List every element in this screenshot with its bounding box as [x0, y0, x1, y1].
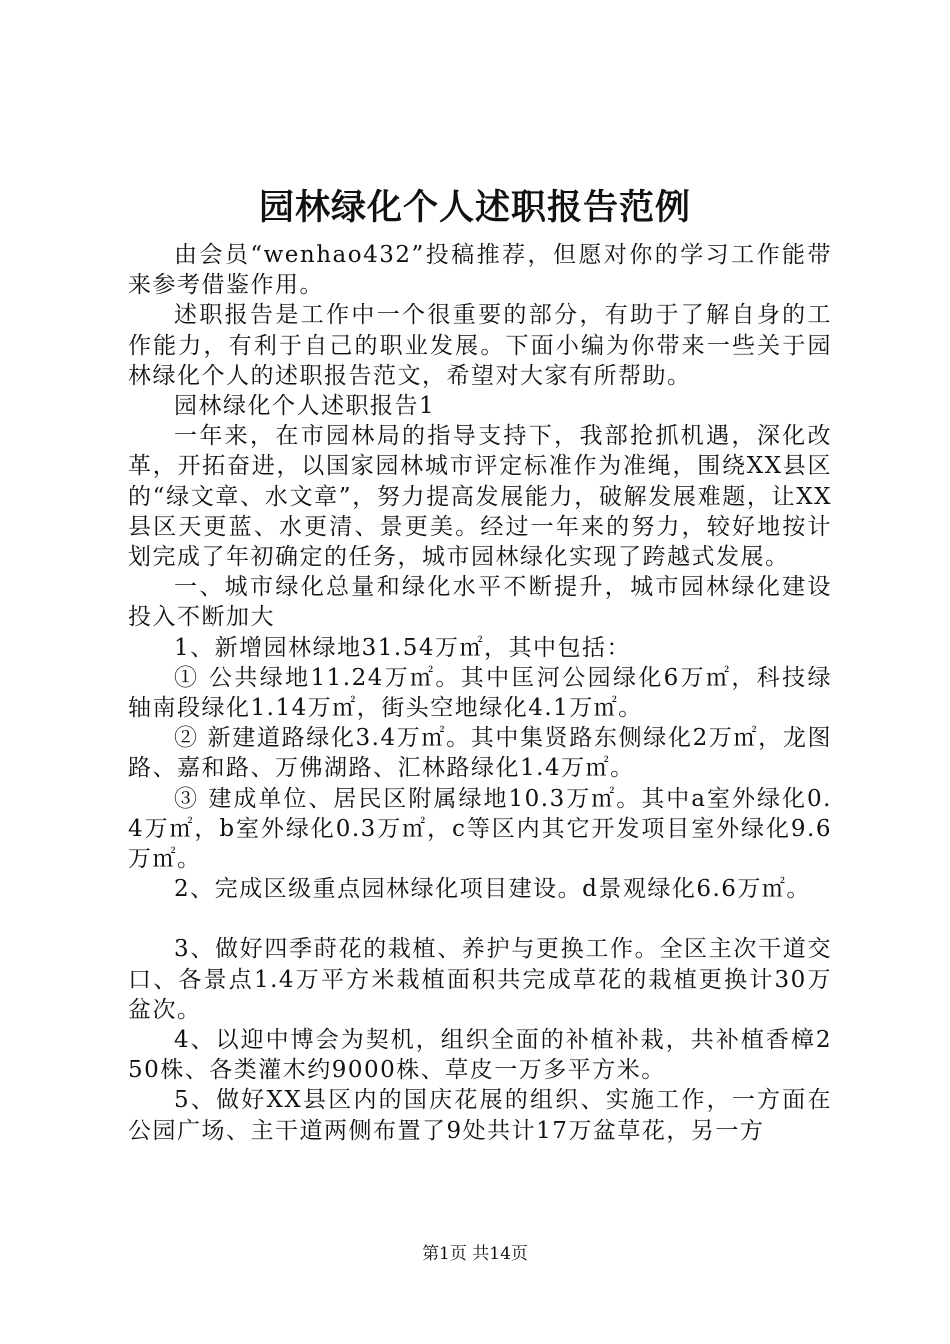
subitem-paragraph: ③ 建成单位、居民区附属绿地10.3万㎡。其中a室外绿化0.4万㎡，b室外绿化0.3万㎡，c等区内其它开发项目室外绿化9.6万㎡。 [128, 785, 832, 873]
report-heading: 园林绿化个人述职报告1 [174, 393, 436, 420]
item-paragraph: 4、以迎中博会为契机，组织全面的补植补栽，共补植香樟250株、各类灌木约9000株、草皮一万多平方米。 [128, 1027, 832, 1084]
item-paragraph: 2、完成区级重点园林绿化项目建设。d景观绿化6.6万㎡。 [174, 876, 811, 903]
summary-paragraph: 一年来，在市园林局的指导支持下，我部抢抓机遇，深化改革，开拓奋进，以国家园林城市评定标准作为准绳，围绕XX县区的“绿文章、水文章”，努力提高发展能力，破解发展难题，让XX县区天更蓝、水更清、景更美。经过一年来的努力，较好地按计划完成了年初确定的任务，城市园林绿化实现了跨越式发展。 [128, 423, 832, 571]
item-paragraph: 3、做好四季莳花的栽植、养护与更换工作。全区主次干道交口、各景点1.4万平方米栽植面积共完成草花的栽植更换计30万盆次。 [128, 936, 832, 1023]
item-paragraph: 1、新增园林绿地31.54万㎡，其中包括： [174, 634, 631, 661]
page-footer: 第1页 共14页 [422, 1244, 528, 1264]
item-paragraph: 5、做好XX县区内的国庆花展的组织、实施工作，一方面在公园广场、主干道两侧布置了9处共计17万盆草花，另一方 [128, 1087, 832, 1144]
section-heading: 一、城市绿化总量和绿化水平不断提升，城市园林绿化建设投入不断加大 [128, 574, 832, 631]
subitem-paragraph: ① 公共绿地11.24万㎡。其中匡河公园绿化6万㎡，科技绿轴南段绿化1.14万㎡，街头空地绿化4.1万㎡。 [128, 664, 832, 722]
intro-paragraph: 由会员“wenhao432”投稿推荐，但愿对你的学习工作能带来参考借鉴作用。 [128, 242, 832, 299]
preface-paragraph: 述职报告是工作中一个很重要的部分，有助于了解自身的工作能力，有利于自己的职业发展。下面小编为你带来一些关于园林绿化个人的述职报告范文，希望对大家有所帮助。 [128, 302, 832, 389]
subitem-paragraph: ② 新建道路绿化3.4万㎡。其中集贤路东侧绿化2万㎡，龙图路、嘉和路、万佛湖路、汇林路绿化1.4万㎡。 [128, 725, 832, 782]
document-body [128, 240, 832, 1146]
document-title: 园林绿化个人述职报告范例 [258, 187, 691, 228]
blank-line [128, 904, 832, 934]
